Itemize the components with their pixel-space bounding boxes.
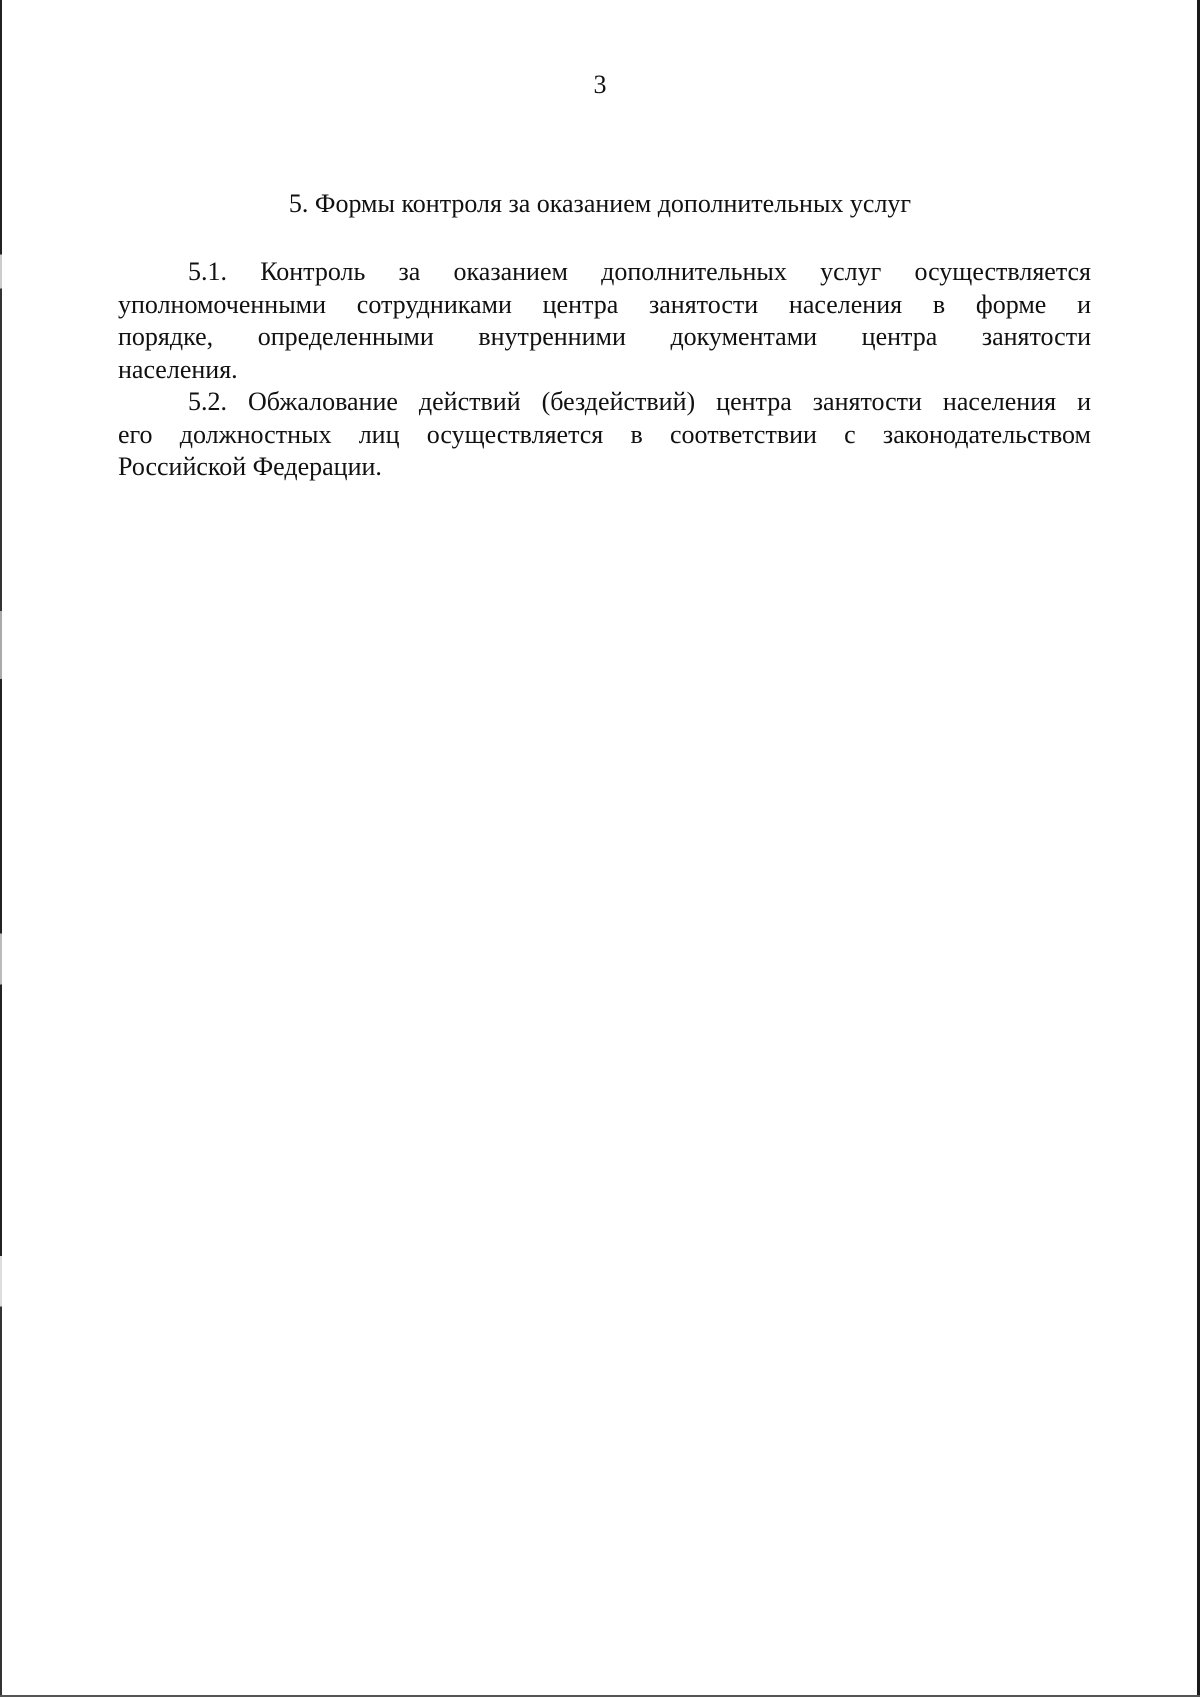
paragraph-line: его должностных лиц осуществляется в соответствии с законодательством — [118, 419, 1091, 449]
paragraph-line: 5.2. Обжалование действий (бездействий) центра занятости населения и — [188, 387, 1091, 416]
page-number: 3 — [593, 70, 607, 99]
paragraph-line: 5.1. Контроль за оказанием дополнительных услуг осуществляется — [188, 257, 1091, 286]
scan-edge-left — [0, 0, 2, 1697]
paragraph-line: Российской Федерации. — [118, 452, 382, 481]
paragraph-line: порядке, определенными внутренними документами центра занятости — [118, 322, 1091, 351]
paragraph-line: уполномоченными сотрудниками центра занятости населения в форме и — [118, 289, 1091, 319]
paragraph-5-2 — [118, 386, 1091, 484]
paragraph-line: населения. — [118, 354, 238, 384]
section-heading: 5. Формы контроля за оказанием дополнительных услуг — [288, 189, 912, 218]
paragraph-5-1 — [118, 256, 1091, 386]
